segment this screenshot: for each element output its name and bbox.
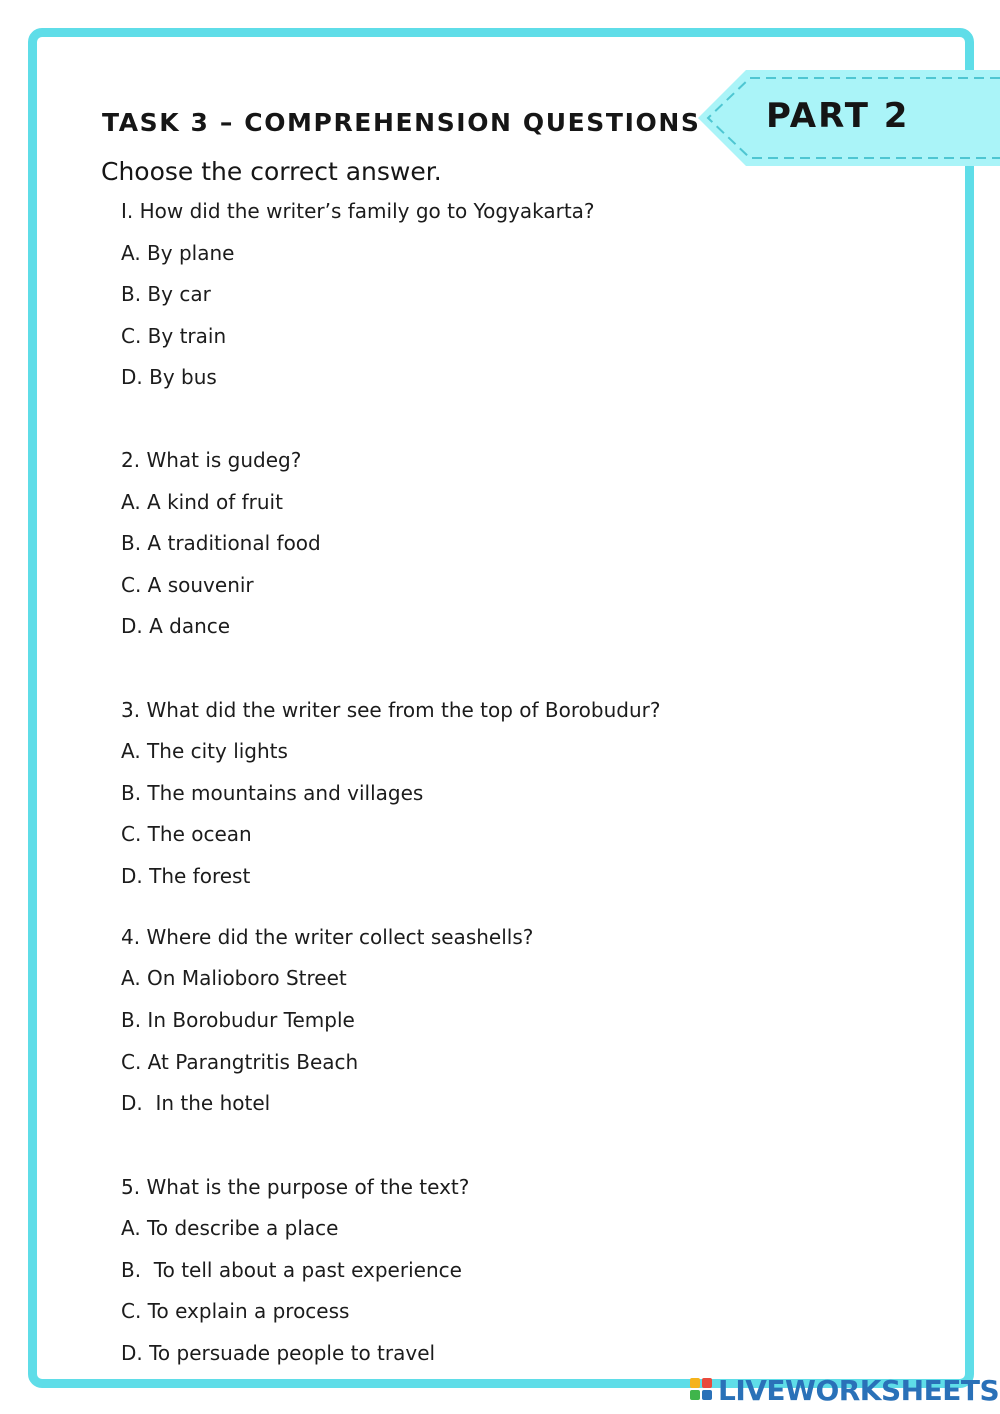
part-tag bbox=[698, 70, 1000, 166]
option-5a[interactable]: A. To describe a place bbox=[121, 1216, 339, 1240]
question-4: 4. Where did the writer collect seashells? bbox=[121, 925, 534, 949]
option-1a[interactable]: A. By plane bbox=[121, 241, 235, 265]
logo-grid-icon bbox=[690, 1378, 714, 1402]
option-4d[interactable]: D. In the hotel bbox=[121, 1091, 271, 1115]
option-4c[interactable]: C. At Parangtritis Beach bbox=[121, 1050, 359, 1074]
option-4a[interactable]: A. On Malioboro Street bbox=[121, 966, 347, 990]
option-2c[interactable]: C. A souvenir bbox=[121, 573, 254, 597]
question-5: 5. What is the purpose of the text? bbox=[121, 1175, 470, 1199]
option-1c[interactable]: C. By train bbox=[121, 324, 227, 348]
question-1: I. How did the writer’s family go to Yogyakarta? bbox=[121, 199, 595, 223]
option-3a[interactable]: A. The city lights bbox=[121, 739, 288, 763]
part-label: PART 2 bbox=[766, 96, 910, 136]
liveworksheets-logo[interactable] bbox=[690, 1374, 1000, 1408]
logo-text: LIVEWORKSHEETS bbox=[718, 1374, 1000, 1407]
option-3c[interactable]: C. The ocean bbox=[121, 822, 252, 846]
option-5c[interactable]: C. To explain a process bbox=[121, 1299, 350, 1323]
instruction: Choose the correct answer. bbox=[101, 157, 442, 186]
option-2d[interactable]: D. A dance bbox=[121, 614, 231, 638]
question-3: 3. What did the writer see from the top of Borobudur? bbox=[121, 698, 661, 722]
option-2a[interactable]: A. A kind of fruit bbox=[121, 490, 283, 514]
task-title: TASK 3 – COMPREHENSION QUESTIONS bbox=[102, 108, 701, 137]
option-1b[interactable]: B. By car bbox=[121, 282, 211, 306]
option-3b[interactable]: B. The mountains and villages bbox=[121, 781, 424, 805]
option-3d[interactable]: D. The forest bbox=[121, 864, 251, 888]
option-1d[interactable]: D. By bus bbox=[121, 365, 217, 389]
option-4b[interactable]: B. In Borobudur Temple bbox=[121, 1008, 355, 1032]
option-5d[interactable]: D. To persuade people to travel bbox=[121, 1341, 436, 1365]
option-2b[interactable]: B. A traditional food bbox=[121, 531, 321, 555]
option-5b[interactable]: B. To tell about a past experience bbox=[121, 1258, 462, 1282]
question-2: 2. What is gudeg? bbox=[121, 448, 302, 472]
